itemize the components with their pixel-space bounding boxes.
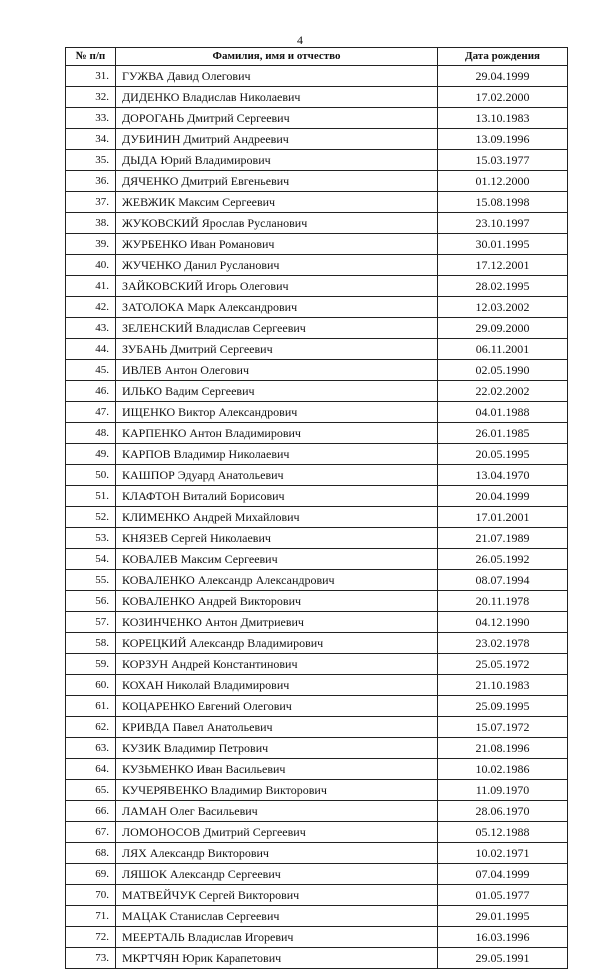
row-number: 31.	[66, 66, 116, 87]
row-birth-date: 29.05.1991	[438, 948, 568, 969]
table-row	[66, 696, 568, 717]
table-row	[66, 171, 568, 192]
row-number: 38.	[66, 213, 116, 234]
row-number: 66.	[66, 801, 116, 822]
row-birth-date: 21.07.1989	[438, 528, 568, 549]
table-row	[66, 108, 568, 129]
table-row	[66, 507, 568, 528]
row-birth-date: 23.10.1997	[438, 213, 568, 234]
table-row	[66, 318, 568, 339]
row-birth-date: 08.07.1994	[438, 570, 568, 591]
row-number: 58.	[66, 633, 116, 654]
row-full-name: КОВАЛЕНКО Андрей Викторович	[116, 591, 438, 612]
table-row	[66, 465, 568, 486]
row-full-name: ЖУРБЕНКО Иван Романович	[116, 234, 438, 255]
row-birth-date: 17.02.2000	[438, 87, 568, 108]
row-number: 61.	[66, 696, 116, 717]
row-birth-date: 13.04.1970	[438, 465, 568, 486]
row-full-name: КОРЕЦКИЙ Александр Владимирович	[116, 633, 438, 654]
table-row	[66, 738, 568, 759]
row-birth-date: 26.05.1992	[438, 549, 568, 570]
row-birth-date: 21.10.1983	[438, 675, 568, 696]
row-birth-date: 20.04.1999	[438, 486, 568, 507]
table-row	[66, 948, 568, 969]
row-full-name: ЛЯХ Александр Викторович	[116, 843, 438, 864]
row-number: 49.	[66, 444, 116, 465]
row-full-name: КАРПЕНКО Антон Владимирович	[116, 423, 438, 444]
table-row	[66, 297, 568, 318]
row-number: 42.	[66, 297, 116, 318]
row-full-name: КУЧЕРЯВЕНКО Владимир Викторович	[116, 780, 438, 801]
row-full-name: ИВЛЕВ Антон Олегович	[116, 360, 438, 381]
row-birth-date: 29.01.1995	[438, 906, 568, 927]
table-row	[66, 213, 568, 234]
table-row	[66, 885, 568, 906]
row-number: 46.	[66, 381, 116, 402]
row-birth-date: 28.02.1995	[438, 276, 568, 297]
table-row	[66, 717, 568, 738]
row-number: 50.	[66, 465, 116, 486]
row-number: 37.	[66, 192, 116, 213]
row-full-name: ЛАМАН Олег Васильевич	[116, 801, 438, 822]
row-birth-date: 13.10.1983	[438, 108, 568, 129]
table-row	[66, 549, 568, 570]
row-full-name: ЖЕВЖИК Максим Сергеевич	[116, 192, 438, 213]
table-body	[66, 66, 568, 969]
row-full-name: ДОРОГАНЬ Дмитрий Сергеевич	[116, 108, 438, 129]
table-row	[66, 192, 568, 213]
row-birth-date: 17.12.2001	[438, 255, 568, 276]
row-full-name: ЗУБАНЬ Дмитрий Сергеевич	[116, 339, 438, 360]
table-row	[66, 528, 568, 549]
header-number: № п/п	[66, 48, 116, 66]
table-row	[66, 444, 568, 465]
row-birth-date: 15.08.1998	[438, 192, 568, 213]
row-full-name: ЖУКОВСКИЙ Ярослав Русланович	[116, 213, 438, 234]
row-full-name: КУЗИК Владимир Петрович	[116, 738, 438, 759]
table-row	[66, 843, 568, 864]
row-number: 44.	[66, 339, 116, 360]
table-row	[66, 675, 568, 696]
row-number: 55.	[66, 570, 116, 591]
row-full-name: КОЗИНЧЕНКО Антон Дмитриевич	[116, 612, 438, 633]
row-birth-date: 20.05.1995	[438, 444, 568, 465]
row-number: 48.	[66, 423, 116, 444]
row-number: 71.	[66, 906, 116, 927]
row-number: 54.	[66, 549, 116, 570]
row-number: 36.	[66, 171, 116, 192]
row-birth-date: 12.03.2002	[438, 297, 568, 318]
row-birth-date: 04.12.1990	[438, 612, 568, 633]
row-full-name: КУЗЬМЕНКО Иван Васильевич	[116, 759, 438, 780]
row-full-name: ЗЕЛЕНСКИЙ Владислав Сергеевич	[116, 318, 438, 339]
row-full-name: ИЩЕНКО Виктор Александрович	[116, 402, 438, 423]
table-row	[66, 780, 568, 801]
table-row	[66, 423, 568, 444]
row-birth-date: 15.07.1972	[438, 717, 568, 738]
row-birth-date: 01.05.1977	[438, 885, 568, 906]
row-birth-date: 20.11.1978	[438, 591, 568, 612]
table-row	[66, 759, 568, 780]
row-full-name: КОЦАРЕНКО Евгений Олегович	[116, 696, 438, 717]
row-full-name: КОВАЛЕНКО Александр Александрович	[116, 570, 438, 591]
table-row	[66, 255, 568, 276]
row-number: 69.	[66, 864, 116, 885]
table-row	[66, 87, 568, 108]
row-birth-date: 21.08.1996	[438, 738, 568, 759]
table-row	[66, 633, 568, 654]
row-birth-date: 30.01.1995	[438, 234, 568, 255]
row-birth-date: 01.12.2000	[438, 171, 568, 192]
table-row	[66, 234, 568, 255]
row-number: 67.	[66, 822, 116, 843]
row-number: 72.	[66, 927, 116, 948]
row-full-name: МКРТЧЯН Юрик Карапетович	[116, 948, 438, 969]
table-row	[66, 486, 568, 507]
row-full-name: КЛАФТОН Виталий Борисович	[116, 486, 438, 507]
table-row	[66, 801, 568, 822]
row-number: 34.	[66, 129, 116, 150]
row-full-name: КРИВДА Павел Анатольевич	[116, 717, 438, 738]
row-number: 40.	[66, 255, 116, 276]
table-row	[66, 402, 568, 423]
row-birth-date: 26.01.1985	[438, 423, 568, 444]
row-full-name: ДУБИНИН Дмитрий Андреевич	[116, 129, 438, 150]
row-number: 47.	[66, 402, 116, 423]
table-row	[66, 654, 568, 675]
row-birth-date: 10.02.1971	[438, 843, 568, 864]
row-birth-date: 02.05.1990	[438, 360, 568, 381]
row-full-name: КОВАЛЕВ Максим Сергеевич	[116, 549, 438, 570]
table-row	[66, 129, 568, 150]
row-full-name: ЛОМОНОСОВ Дмитрий Сергеевич	[116, 822, 438, 843]
row-birth-date: 07.04.1999	[438, 864, 568, 885]
table-row	[66, 66, 568, 87]
row-number: 45.	[66, 360, 116, 381]
row-number: 57.	[66, 612, 116, 633]
row-birth-date: 06.11.2001	[438, 339, 568, 360]
row-full-name: КОХАН Николай Владимирович	[116, 675, 438, 696]
row-birth-date: 23.02.1978	[438, 633, 568, 654]
row-number: 32.	[66, 87, 116, 108]
row-birth-date: 29.09.2000	[438, 318, 568, 339]
header-birth-date: Дата рождения	[438, 48, 568, 66]
row-birth-date: 04.01.1988	[438, 402, 568, 423]
row-number: 63.	[66, 738, 116, 759]
table-header-row	[66, 48, 568, 66]
row-full-name: МЕЕРТАЛЬ Владислав Игоревич	[116, 927, 438, 948]
row-number: 51.	[66, 486, 116, 507]
row-number: 73.	[66, 948, 116, 969]
row-number: 60.	[66, 675, 116, 696]
row-full-name: ИЛЬКО Вадим Сергеевич	[116, 381, 438, 402]
row-birth-date: 11.09.1970	[438, 780, 568, 801]
header-full-name: Фамилия, имя и отчество	[116, 48, 438, 66]
row-birth-date: 05.12.1988	[438, 822, 568, 843]
row-number: 64.	[66, 759, 116, 780]
row-number: 65.	[66, 780, 116, 801]
row-birth-date: 25.09.1995	[438, 696, 568, 717]
row-birth-date: 22.02.2002	[438, 381, 568, 402]
row-birth-date: 25.05.1972	[438, 654, 568, 675]
row-full-name: ЗАТОЛОКА Марк Александрович	[116, 297, 438, 318]
row-full-name: КАРПОВ Владимир Николаевич	[116, 444, 438, 465]
table-row	[66, 360, 568, 381]
row-full-name: ДИДЕНКО Владислав Николаевич	[116, 87, 438, 108]
row-full-name: КАШПОР Эдуард Анатольевич	[116, 465, 438, 486]
table-row	[66, 822, 568, 843]
row-number: 52.	[66, 507, 116, 528]
table-row	[66, 591, 568, 612]
row-full-name: КЛИМЕНКО Андрей Михайлович	[116, 507, 438, 528]
row-birth-date: 15.03.1977	[438, 150, 568, 171]
row-number: 33.	[66, 108, 116, 129]
table-row	[66, 927, 568, 948]
table-row	[66, 570, 568, 591]
table-row	[66, 906, 568, 927]
row-number: 35.	[66, 150, 116, 171]
row-birth-date: 17.01.2001	[438, 507, 568, 528]
row-number: 62.	[66, 717, 116, 738]
row-number: 56.	[66, 591, 116, 612]
row-birth-date: 29.04.1999	[438, 66, 568, 87]
row-birth-date: 10.02.1986	[438, 759, 568, 780]
row-full-name: ГУЖВА Давид Олегович	[116, 66, 438, 87]
table-row	[66, 339, 568, 360]
row-full-name: КОРЗУН Андрей Константинович	[116, 654, 438, 675]
row-full-name: МАЦАК Станислав Сергеевич	[116, 906, 438, 927]
row-full-name: ДЯЧЕНКО Дмитрий Евгеньевич	[116, 171, 438, 192]
row-number: 43.	[66, 318, 116, 339]
row-full-name: МАТВЕЙЧУК Сергей Викторович	[116, 885, 438, 906]
persons-table	[65, 47, 568, 969]
row-full-name: ДЫДА Юрий Владимирович	[116, 150, 438, 171]
row-birth-date: 16.03.1996	[438, 927, 568, 948]
row-number: 68.	[66, 843, 116, 864]
row-full-name: КНЯЗЕВ Сергей Николаевич	[116, 528, 438, 549]
row-number: 70.	[66, 885, 116, 906]
table-row	[66, 276, 568, 297]
row-number: 59.	[66, 654, 116, 675]
row-number: 39.	[66, 234, 116, 255]
row-full-name: ЛЯШОК Александр Сергеевич	[116, 864, 438, 885]
table-row	[66, 864, 568, 885]
row-birth-date: 13.09.1996	[438, 129, 568, 150]
row-birth-date: 28.06.1970	[438, 801, 568, 822]
row-number: 41.	[66, 276, 116, 297]
page-number: 4	[297, 33, 303, 47]
row-number: 53.	[66, 528, 116, 549]
table-row	[66, 612, 568, 633]
row-full-name: ЖУЧЕНКО Данил Русланович	[116, 255, 438, 276]
row-full-name: ЗАЙКОВСКИЙ Игорь Олегович	[116, 276, 438, 297]
table-row	[66, 150, 568, 171]
table-row	[66, 381, 568, 402]
